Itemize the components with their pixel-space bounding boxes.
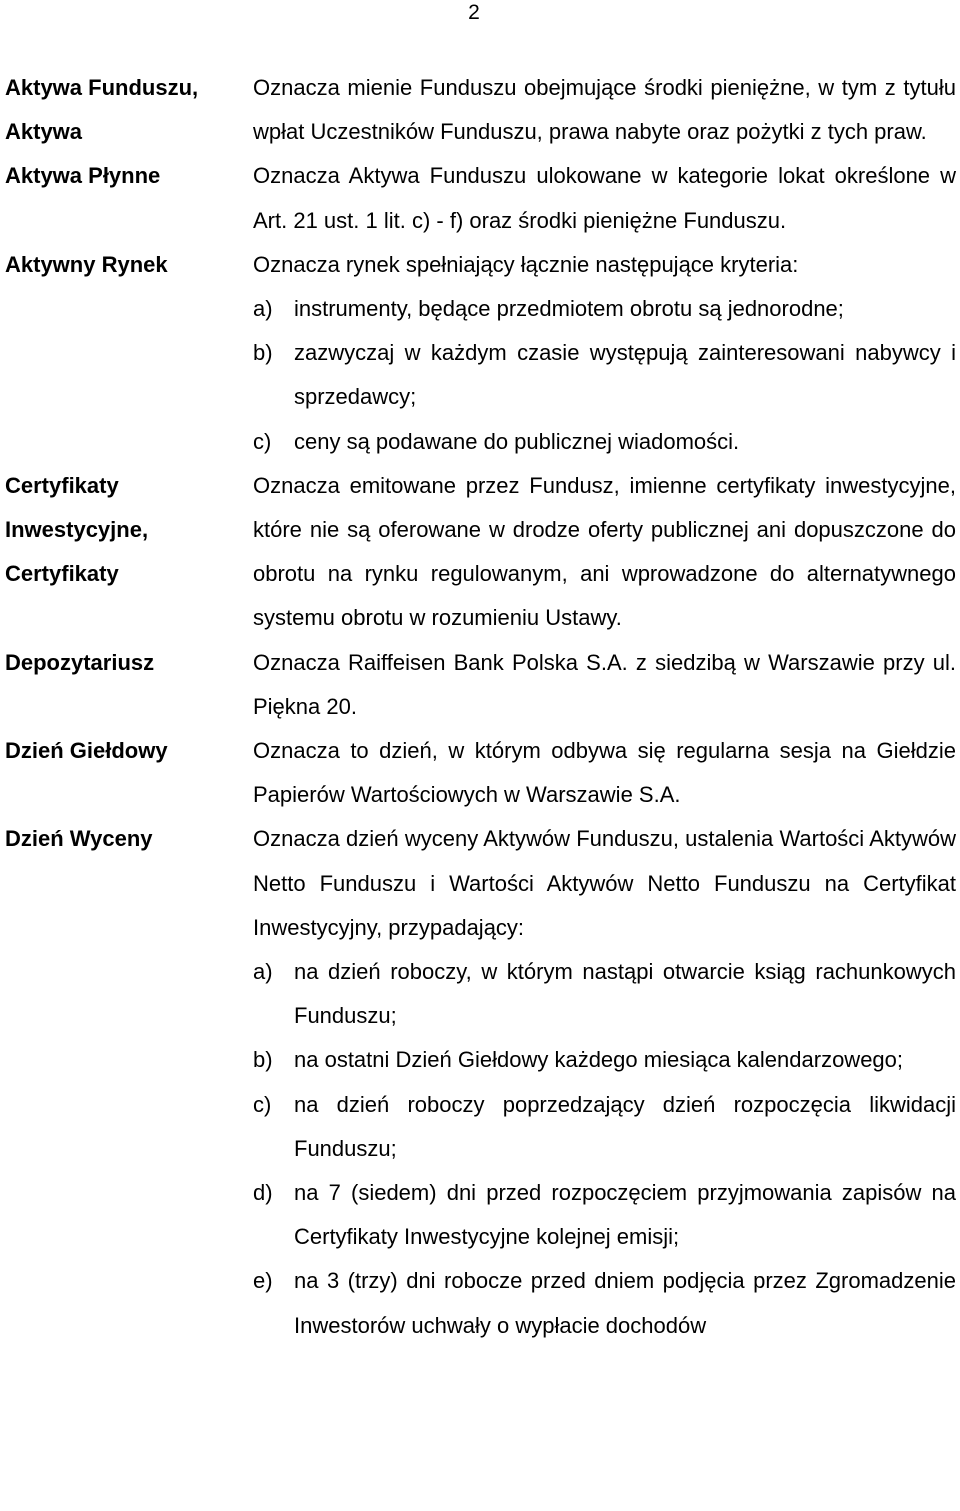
- list-item-text: ceny są podawane do publicznej wiadomości.: [294, 428, 740, 454]
- term-line: Dzień Giełdowy: [5, 738, 168, 764]
- definition-body: [253, 641, 956, 729]
- list-item: [253, 950, 956, 1038]
- list-item-marker: c): [253, 428, 272, 454]
- definition-entry: [5, 464, 956, 641]
- definitions-list: [5, 66, 956, 1348]
- list-item-marker: a): [253, 296, 273, 322]
- definition-term: [5, 154, 253, 198]
- definition-body: [253, 66, 956, 154]
- term-line: Aktywa Płynne: [5, 163, 161, 189]
- definition-body: [253, 817, 956, 1347]
- definition-term: [5, 817, 253, 861]
- definition-entry: [5, 154, 956, 242]
- term-line: Depozytariusz: [5, 649, 155, 675]
- list-item: [253, 1083, 956, 1171]
- list-item-marker: b): [253, 340, 273, 366]
- definition-term: [5, 464, 253, 597]
- term-line: Certyfikaty: [5, 472, 119, 498]
- definition-term: [5, 243, 253, 287]
- definition-text: Oznacza to dzień, w którym odbywa się regularna sesja na Giełdzie Papierów Wartościowych w Warszawie S.A.: [253, 738, 956, 808]
- definition-text: Oznacza Raiffeisen Bank Polska S.A. z siedzibą w Warszawie przy ul. Piękna 20.: [253, 649, 956, 719]
- definition-entry: [5, 243, 956, 464]
- definition-entry: [5, 641, 956, 729]
- list-item: [253, 1171, 956, 1259]
- definition-entry: [5, 66, 956, 154]
- list-item: [253, 287, 956, 331]
- term-line: Inwestycyjne,: [5, 517, 149, 543]
- term-line: Aktywny Rynek: [5, 251, 168, 277]
- list-item-text: na ostatni Dzień Giełdowy każdego miesiąca kalendarzowego;: [294, 1047, 904, 1073]
- list-item-text: na 3 (trzy) dni robocze przed dniem podjęcia przez Zgromadzenie Inwestorów uchwały o wypłacie dochodów: [294, 1268, 956, 1338]
- definition-text: Oznacza dzień wyceny Aktywów Funduszu, ustalenia Wartości Aktywów Netto Funduszu i Wartości Aktywów Netto Funduszu na Certyfikat Inwestycyjny, przypadający:: [253, 826, 956, 940]
- list-item-marker: c): [253, 1091, 272, 1117]
- list-item: [253, 1038, 956, 1082]
- list-item: [253, 1259, 956, 1347]
- page-number: 2: [468, 1, 480, 24]
- list-item-marker: e): [253, 1268, 273, 1294]
- list-item-text: na dzień roboczy, w którym nastąpi otwarcie ksiąg rachunkowych Funduszu;: [294, 959, 956, 1029]
- definition-body: [253, 243, 956, 464]
- definition-text: Oznacza rynek spełniający łącznie następujące kryteria:: [253, 251, 799, 277]
- definition-text: Oznacza emitowane przez Fundusz, imienne certyfikaty inwestycyjne, które nie są oferowane w drodze oferty publicznej ani dopuszczone do obrotu na rynku regulowanym, ani wprowadzone do alternatywnego systemu obrotu w rozumieniu Ustawy.: [253, 472, 956, 631]
- term-line: Dzień Wyceny: [5, 826, 153, 852]
- list-item-text: na dzień roboczy poprzedzający dzień rozpoczęcia likwidacji Funduszu;: [294, 1091, 956, 1161]
- definition-term: [5, 66, 253, 154]
- list-item: [253, 420, 956, 464]
- list-item-marker: d): [253, 1180, 273, 1206]
- definition-text: Oznacza mienie Funduszu obejmujące środki pieniężne, w tym z tytułu wpłat Uczestników Funduszu, prawa nabyte oraz pożytki z tych praw.: [253, 75, 956, 145]
- definition-body: [253, 729, 956, 817]
- list-item-text: na 7 (siedem) dni przed rozpoczęciem przyjmowania zapisów na Certyfikaty Inwestycyjne kolejnej emisji;: [294, 1180, 956, 1250]
- definition-text: Oznacza Aktywa Funduszu ulokowane w kategorie lokat określone w Art. 21 ust. 1 lit. c) - f) oraz środki pieniężne Funduszu.: [253, 163, 956, 233]
- list-item-text: instrumenty, będące przedmiotem obrotu są jednorodne;: [294, 296, 844, 322]
- definition-body: [253, 154, 956, 242]
- definition-term: [5, 729, 253, 773]
- list-item-marker: a): [253, 959, 273, 985]
- term-line: Certyfikaty: [5, 561, 119, 587]
- definition-entry: [5, 817, 956, 1347]
- list-item-text: zazwyczaj w każdym czasie występują zainteresowani nabywcy i sprzedawcy;: [294, 340, 956, 410]
- list-item-marker: b): [253, 1047, 273, 1073]
- definition-term: [5, 641, 253, 685]
- definition-entry: [5, 729, 956, 817]
- definition-body: [253, 464, 956, 641]
- term-line: Aktywa: [5, 119, 83, 145]
- list-item: [253, 331, 956, 419]
- term-line: Aktywa Funduszu,: [5, 75, 199, 100]
